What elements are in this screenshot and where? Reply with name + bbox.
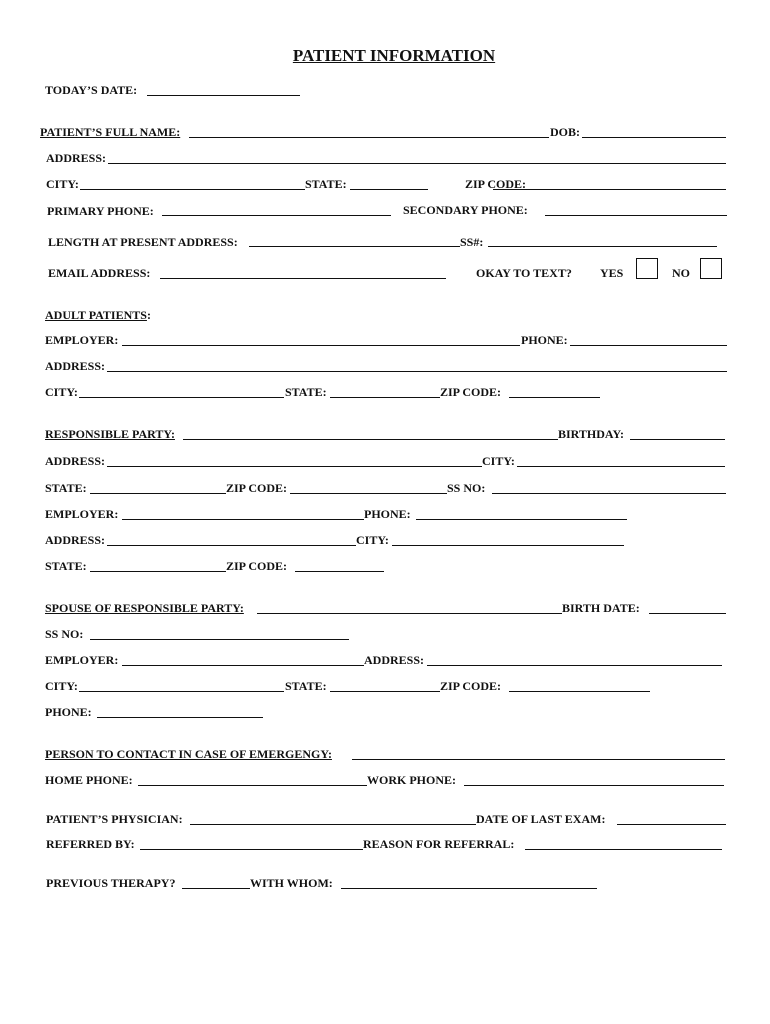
ss-label: SS#: xyxy=(460,235,484,249)
patient-address-label: ADDRESS: xyxy=(46,151,107,165)
patient-full-name-label: PATIENT’S FULL NAME: xyxy=(40,125,181,139)
responsible-state2-label: STATE: xyxy=(45,559,87,573)
adult-city-field[interactable] xyxy=(79,397,284,398)
adult-employer-label: EMPLOYER: xyxy=(45,333,119,347)
responsible-city2-label: CITY: xyxy=(356,533,389,547)
emergency-contact-field[interactable] xyxy=(352,759,725,760)
responsible-zip2-label: ZIP CODE: xyxy=(226,559,288,573)
responsible-employer-label: EMPLOYER: xyxy=(45,507,119,521)
spouse-birth-date-label: BIRTH DATE: xyxy=(562,601,640,615)
responsible-address2-field[interactable] xyxy=(107,545,356,546)
referred-by-field[interactable] xyxy=(140,849,363,850)
spouse-name-field[interactable] xyxy=(257,613,562,614)
spouse-phone-label: PHONE: xyxy=(45,705,92,719)
secondary-phone-field[interactable] xyxy=(545,215,727,216)
responsible-phone-label: PHONE: xyxy=(364,507,411,521)
no-label: NO xyxy=(672,266,690,280)
referral-reason-label: REASON FOR REFERRAL: xyxy=(363,837,515,851)
work-phone-field[interactable] xyxy=(464,785,724,786)
ss-field[interactable] xyxy=(488,246,717,247)
responsible-city-field[interactable] xyxy=(517,466,725,467)
patient-city-label: CITY: xyxy=(46,177,79,191)
todays-date-field[interactable] xyxy=(147,95,300,96)
yes-checkbox[interactable] xyxy=(636,258,658,279)
adult-patients-heading-text: ADULT PATIENTS xyxy=(45,308,147,322)
dob-label: DOB: xyxy=(550,125,580,139)
spouse-zip-label: ZIP CODE: xyxy=(440,679,502,693)
physician-field[interactable] xyxy=(190,824,476,825)
length-at-address-field[interactable] xyxy=(249,246,460,247)
previous-therapy-label: PREVIOUS THERAPY? xyxy=(46,876,176,890)
spouse-birth-date-field[interactable] xyxy=(649,613,726,614)
responsible-city-label: CITY: xyxy=(482,454,515,468)
patient-address-field[interactable] xyxy=(108,163,726,164)
adult-zip-label: ZIP CODE: xyxy=(440,385,502,399)
spouse-employer-label: EMPLOYER: xyxy=(45,653,119,667)
dob-field[interactable] xyxy=(582,137,726,138)
spouse-state-label: STATE: xyxy=(285,679,327,693)
responsible-zip2-field[interactable] xyxy=(295,571,384,572)
spouse-ss-label: SS NO: xyxy=(45,627,84,641)
responsible-state-label: STATE: xyxy=(45,481,87,495)
spouse-city-field[interactable] xyxy=(79,691,284,692)
responsible-state2-field[interactable] xyxy=(90,571,226,572)
spouse-ss-field[interactable] xyxy=(90,639,349,640)
spouse-state-field[interactable] xyxy=(330,691,440,692)
physician-label: PATIENT’S PHYSICIAN: xyxy=(46,812,183,826)
responsible-ss-field[interactable] xyxy=(492,493,726,494)
previous-therapy-field[interactable] xyxy=(182,888,250,889)
spouse-phone-field[interactable] xyxy=(97,717,263,718)
todays-date-label: TODAY’S DATE: xyxy=(45,83,138,97)
patient-zip-field[interactable] xyxy=(493,189,726,190)
adult-state-field[interactable] xyxy=(330,397,440,398)
email-label: EMAIL ADDRESS: xyxy=(48,266,151,280)
responsible-party-heading: RESPONSIBLE PARTY: xyxy=(45,427,175,441)
adult-patients-heading xyxy=(45,308,151,322)
responsible-zip-field[interactable] xyxy=(290,493,447,494)
okay-to-text-label: OKAY TO TEXT? xyxy=(476,266,572,280)
patient-state-label: STATE: xyxy=(305,177,347,191)
spouse-employer-field[interactable] xyxy=(122,665,364,666)
responsible-address-label: ADDRESS: xyxy=(45,454,106,468)
adult-phone-label: PHONE: xyxy=(521,333,568,347)
with-whom-field[interactable] xyxy=(341,888,597,889)
adult-patients-heading-colon: : xyxy=(146,308,151,322)
yes-label: YES xyxy=(600,266,624,280)
email-field[interactable] xyxy=(160,278,446,279)
home-phone-field[interactable] xyxy=(138,785,367,786)
emergency-contact-heading: PERSON TO CONTACT IN CASE OF EMERGENGY: xyxy=(45,747,332,761)
responsible-employer-field[interactable] xyxy=(122,519,364,520)
responsible-address2-label: ADDRESS: xyxy=(45,533,106,547)
responsible-ss-label: SS NO: xyxy=(447,481,486,495)
responsible-state-field[interactable] xyxy=(90,493,226,494)
spouse-zip-field[interactable] xyxy=(509,691,650,692)
spouse-city-label: CITY: xyxy=(45,679,78,693)
responsible-address-field[interactable] xyxy=(107,466,482,467)
last-exam-label: DATE OF LAST EXAM: xyxy=(476,812,606,826)
referral-reason-field[interactable] xyxy=(525,849,722,850)
last-exam-field[interactable] xyxy=(617,824,726,825)
spouse-address-field[interactable] xyxy=(427,665,722,666)
responsible-birthday-field[interactable] xyxy=(630,439,725,440)
responsible-party-field[interactable] xyxy=(183,439,558,440)
adult-state-label: STATE: xyxy=(285,385,327,399)
form-title: PATIENT INFORMATION xyxy=(292,46,496,65)
adult-zip-field[interactable] xyxy=(509,397,600,398)
primary-phone-field[interactable] xyxy=(162,215,391,216)
length-at-address-label: LENGTH AT PRESENT ADDRESS: xyxy=(48,235,238,249)
responsible-city2-field[interactable] xyxy=(392,545,624,546)
responsible-zip-label: ZIP CODE: xyxy=(226,481,288,495)
adult-city-label: CITY: xyxy=(45,385,78,399)
referred-by-label: REFERRED BY: xyxy=(46,837,135,851)
home-phone-label: HOME PHONE: xyxy=(45,773,133,787)
no-checkbox[interactable] xyxy=(700,258,722,279)
patient-state-field[interactable] xyxy=(350,189,428,190)
work-phone-label: WORK PHONE: xyxy=(367,773,456,787)
adult-address-label: ADDRESS: xyxy=(45,359,106,373)
secondary-phone-label: SECONDARY PHONE: xyxy=(403,203,528,217)
patient-full-name-field[interactable] xyxy=(189,137,549,138)
responsible-phone-field[interactable] xyxy=(416,519,627,520)
patient-city-field[interactable] xyxy=(80,189,305,190)
adult-phone-field[interactable] xyxy=(570,345,727,346)
primary-phone-label: PRIMARY PHONE: xyxy=(47,204,154,218)
spouse-address-label: ADDRESS: xyxy=(364,653,425,667)
patient-zip-label: ZIP CODE: xyxy=(465,177,527,191)
adult-employer-field[interactable] xyxy=(122,345,520,346)
adult-address-field[interactable] xyxy=(107,371,727,372)
with-whom-label: WITH WHOM: xyxy=(250,876,333,890)
spouse-heading: SPOUSE OF RESPONSIBLE PARTY: xyxy=(45,601,244,615)
responsible-birthday-label: BIRTHDAY: xyxy=(558,427,625,441)
